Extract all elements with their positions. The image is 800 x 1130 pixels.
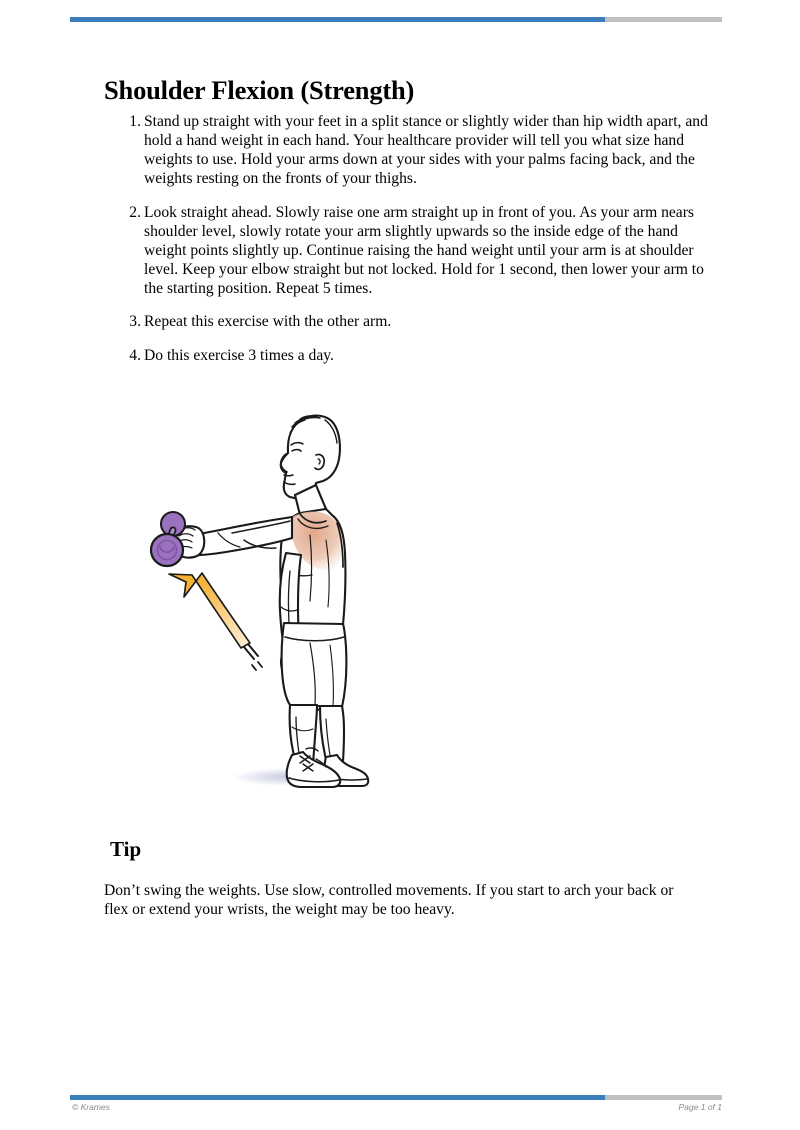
step-text: Look straight ahead. Slowly raise one arm straight up in front of you. As your arm nears shoulder level, slowly rotate your arm slightly upwards so the inside edge of the hand weight points slightly up. Continue raising the hand weight until your arm is at shoulder level. Keep your elbow straight but not locked. Hold for 1 second, then lower your arm to the starting position. Repeat 5 times. — [144, 203, 704, 297]
exercise-illustration-svg — [140, 375, 390, 795]
footer-rule-gray-segment — [605, 1095, 722, 1100]
tip-heading: Tip — [110, 837, 142, 862]
footer-rule — [70, 1095, 722, 1100]
footer-page-number: Page 1 of 1 — [678, 1102, 722, 1112]
step-text: Do this exercise 3 times a day. — [144, 347, 334, 365]
header-rule — [70, 17, 722, 22]
list-item — [124, 347, 710, 366]
list-item — [124, 113, 710, 189]
dumbbell-raised — [151, 512, 185, 566]
step-number: 3. — [129, 313, 141, 331]
instruction-step-list — [124, 113, 710, 366]
step-text: Stand up straight with your feet in a split stance or slightly wider than hip width apart, and hold a hand weight in each hand. Your healthcare provider will tell you what size hand weights to use. Hold your arms down at your sides with your palms facing back, and the weights resting on the fronts of your thighs. — [144, 113, 708, 187]
step-number: 4. — [129, 347, 141, 365]
motion-arrow — [169, 573, 262, 670]
shorts — [282, 623, 347, 707]
header-rule-gray-segment — [605, 17, 722, 22]
step-number: 1. — [129, 113, 141, 130]
page-title: Shoulder Flexion (Strength) — [104, 74, 415, 105]
step-number: 2. — [129, 203, 141, 221]
list-item — [124, 204, 710, 299]
exercise-illustration — [140, 375, 390, 795]
header-rule-blue-segment — [70, 17, 605, 22]
list-item — [124, 313, 710, 332]
footer-rule-blue-segment — [70, 1095, 605, 1100]
footer-copyright: © Krames — [72, 1102, 110, 1112]
tip-body-text: Don’t swing the weights. Use slow, controlled movements. If you start to arch your back or flex or extend your wrists, the weight may be too heavy. — [104, 881, 674, 918]
step-text: Repeat this exercise with the other arm. — [144, 313, 392, 331]
